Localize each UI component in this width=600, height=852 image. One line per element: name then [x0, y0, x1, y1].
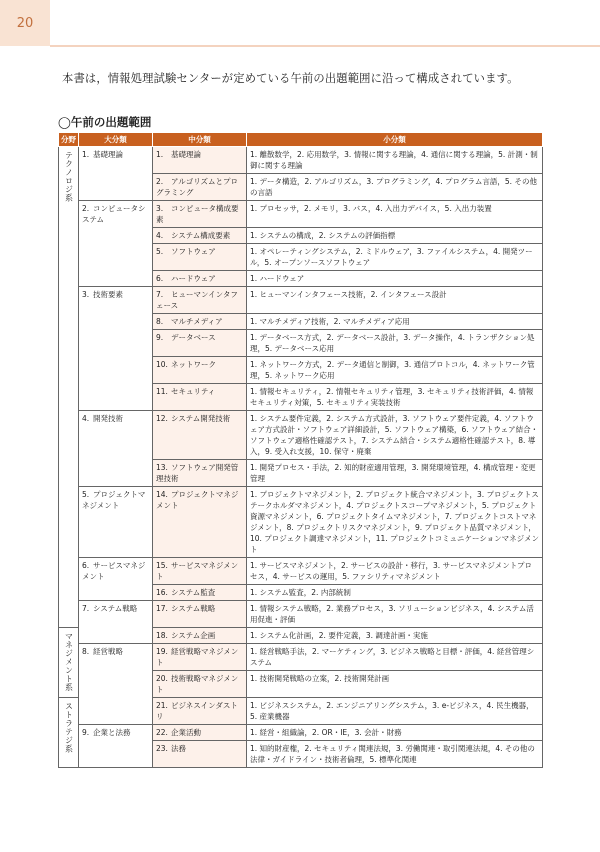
middle-category-cell — [153, 384, 247, 411]
major-category-cell — [79, 287, 153, 411]
middle-label: データベース — [171, 333, 216, 342]
field-label: ストラテジ系 — [64, 702, 74, 753]
major-number: 6. — [82, 561, 90, 570]
minor-category-cell: 1. 経営戦略手法，2. マーケティング，3. ビジネス戦略と目標・評価，4. 経営管理システム — [247, 644, 543, 671]
middle-number: 4. — [156, 231, 164, 240]
minor-category-cell: 1. 開発プロセス・手法，2. 知的財産適用管理，3. 開発環境管理，4. 構成管理・変更管理 — [247, 460, 543, 487]
middle-number: 6. — [156, 274, 164, 283]
middle-label: システム監査 — [171, 588, 216, 597]
middle-number: 20. — [156, 674, 168, 683]
middle-label: 法務 — [171, 744, 186, 753]
major-category-cell — [79, 487, 153, 558]
middle-label: アルゴリズムとプログラミング — [156, 177, 239, 197]
major-number: 4. — [82, 414, 90, 423]
table-row — [59, 601, 543, 628]
minor-category-cell: 1. データベース方式，2. データベース設計，3. データ操作，4. トランザクション処理，5. データベース応用 — [247, 330, 543, 357]
major-category-cell — [79, 644, 153, 725]
major-category-cell — [79, 201, 153, 287]
middle-number: 5. — [156, 247, 164, 256]
middle-category-cell — [153, 585, 247, 601]
middle-label: プロジェクトマネジメント — [156, 490, 239, 510]
table-row — [59, 558, 543, 585]
middle-label: セキュリティ — [171, 387, 216, 396]
middle-category-cell — [153, 487, 247, 558]
header-major: 大分類 — [79, 133, 153, 147]
table-body — [59, 147, 543, 768]
major-label: 技術要素 — [93, 290, 123, 299]
major-category-cell — [79, 411, 153, 487]
intro-text: 本書は，情報処理試験センターが定めている午前の出題範囲に沿って構成されています。 — [62, 72, 519, 85]
field-cell — [59, 147, 79, 628]
middle-label: ソフトウェア — [171, 247, 216, 256]
minor-category-cell: 1. システム化計画，2. 要件定義，3. 調達計画・実施 — [247, 628, 543, 644]
middle-label: 基礎理論 — [171, 150, 201, 159]
middle-label: ソフトウェア開発管理技術 — [156, 463, 239, 483]
major-label: 経営戦略 — [93, 647, 123, 656]
middle-number: 16. — [156, 588, 168, 597]
major-category-cell — [79, 725, 153, 768]
header-field: 分野 — [59, 133, 79, 147]
major-label: 企業と法務 — [93, 728, 131, 737]
field-label: マネジメント系 — [64, 632, 74, 692]
middle-number: 11. — [156, 387, 168, 396]
middle-label: マルチメディア — [171, 317, 223, 326]
middle-number: 12. — [156, 414, 168, 423]
middle-category-cell — [153, 628, 247, 644]
middle-label: コンピュータ構成要素 — [156, 204, 239, 224]
header-minor: 小分類 — [247, 133, 543, 147]
middle-number: 17. — [156, 604, 168, 613]
middle-number: 3. — [156, 204, 164, 213]
middle-label: ビジネスインダストリ — [156, 701, 238, 721]
minor-category-cell: 1. 経営・組織論，2. OR・IE，3. 会計・財務 — [247, 725, 543, 741]
middle-category-cell — [153, 228, 247, 244]
minor-category-cell: 1. プロセッサ，2. メモリ，3. バス，4. 入出力デバイス，5. 入出力装置 — [247, 201, 543, 228]
minor-category-cell: 1. ヒューマンインタフェース技術，2. インタフェース設計 — [247, 287, 543, 314]
table-header-row — [59, 133, 543, 147]
middle-category-cell — [153, 174, 247, 201]
field-label: テクノロジ系 — [64, 151, 74, 202]
major-number: 8. — [82, 647, 90, 656]
middle-category-cell — [153, 271, 247, 287]
middle-number: 21. — [156, 701, 168, 710]
minor-category-cell: 1. 情報セキュリティ，2. 情報セキュリティ管理，3. セキュリティ技術評価，4. 情報セキュリティ対策，5. セキュリティ実装技術 — [247, 384, 543, 411]
middle-number: 15. — [156, 561, 168, 570]
middle-number: 10. — [156, 360, 168, 369]
major-category-cell — [79, 558, 153, 601]
major-label: システム戦略 — [93, 604, 138, 613]
middle-label: システム構成要素 — [171, 231, 231, 240]
middle-label: ネットワーク — [171, 360, 216, 369]
major-category-cell — [79, 601, 153, 644]
major-label: プロジェクトマネジメント — [82, 490, 146, 510]
major-number: 7. — [82, 604, 90, 613]
middle-label: サービスマネジメント — [156, 561, 239, 581]
middle-category-cell — [153, 287, 247, 314]
middle-label: システム企画 — [171, 631, 216, 640]
table-row — [59, 147, 543, 174]
middle-number: 18. — [156, 631, 168, 640]
table-row — [59, 487, 543, 558]
header-middle: 中分類 — [153, 133, 247, 147]
middle-category-cell — [153, 460, 247, 487]
middle-category-cell — [153, 558, 247, 585]
middle-label: システム戦略 — [171, 604, 216, 613]
page-number: 20 — [0, 0, 50, 46]
major-category-cell — [79, 147, 153, 201]
middle-number: 23. — [156, 744, 168, 753]
middle-category-cell — [153, 147, 247, 174]
field-cell — [59, 628, 79, 698]
minor-category-cell: 1. システム監査，2. 内部統制 — [247, 585, 543, 601]
middle-number: 1. — [156, 150, 164, 159]
table-row — [59, 201, 543, 228]
middle-number: 7. — [156, 290, 164, 299]
middle-category-cell — [153, 698, 247, 725]
middle-label: ハードウェア — [171, 274, 216, 283]
minor-category-cell: 1. データ構造，2. アルゴリズム，3. プログラミング，4. プログラム言語，5. その他の言語 — [247, 174, 543, 201]
middle-category-cell — [153, 411, 247, 460]
middle-category-cell — [153, 741, 247, 768]
major-number: 3. — [82, 290, 90, 299]
section-title: ◯午前の出題範囲 — [58, 115, 152, 129]
middle-category-cell — [153, 601, 247, 628]
table-row — [59, 644, 543, 671]
middle-label: 経営戦略マネジメント — [156, 647, 239, 667]
minor-category-cell: 1. ビジネスシステム，2. エンジニアリングシステム，3. e-ビジネス，4. 民生機器，5. 産業機器 — [247, 698, 543, 725]
major-label: 基礎理論 — [93, 150, 123, 159]
minor-category-cell: 1. 離散数学，2. 応用数学，3. 情報に関する理論，4. 通信に関する理論，5. 計測・制御に関する理論 — [247, 147, 543, 174]
minor-category-cell: 1. マルチメディア技術，2. マルチメディア応用 — [247, 314, 543, 330]
major-label: コンピュータシステム — [82, 204, 146, 224]
minor-category-cell: 1. システムの構成，2. システムの評価指標 — [247, 228, 543, 244]
major-label: 開発技術 — [93, 414, 123, 423]
header-rule — [50, 45, 600, 47]
minor-category-cell: 1. オペレーティングシステム，2. ミドルウェア，3. ファイルシステム，4. 開発ツール，5. オープンソースソフトウェア — [247, 244, 543, 271]
middle-number: 13. — [156, 463, 168, 472]
minor-category-cell: 1. サービスマネジメント，2. サービスの設計・移行，3. サービスマネジメントプロセス，4. サービスの運用，5. ファシリティマネジメント — [247, 558, 543, 585]
middle-label: ヒューマンインタフェース — [156, 290, 238, 310]
major-number: 5. — [82, 490, 90, 499]
middle-number: 14. — [156, 490, 168, 499]
middle-category-cell — [153, 244, 247, 271]
major-number: 9. — [82, 728, 90, 737]
middle-number: 22. — [156, 728, 168, 737]
middle-category-cell — [153, 725, 247, 741]
major-number: 1. — [82, 150, 90, 159]
major-label: サービスマネジメント — [82, 561, 146, 581]
minor-category-cell: 1. ネットワーク方式，2. データ通信と制御，3. 通信プロトコル，4. ネットワーク管理，5. ネットワーク応用 — [247, 357, 543, 384]
table-row — [59, 411, 543, 460]
minor-category-cell: 1. 知的財産権，2. セキュリティ関連法規，3. 労働関連・取引関連法規，4. その他の法律・ガイドライン・技術者倫理，5. 標準化関連 — [247, 741, 543, 768]
minor-category-cell: 1. 情報システム戦略，2. 業務プロセス，3. ソリューションビジネス，4. システム活用促進・評価 — [247, 601, 543, 628]
table-row — [59, 287, 543, 314]
middle-category-cell — [153, 644, 247, 671]
middle-number: 2. — [156, 177, 164, 186]
minor-category-cell: 1. 技術開発戦略の立案，2. 技術開発計画 — [247, 671, 543, 698]
middle-label: 技術戦略マネジメント — [156, 674, 239, 694]
exam-scope-table — [58, 132, 543, 768]
minor-category-cell: 1. システム要件定義，2. システム方式設計，3. ソフトウェア要件定義，4. ソフトウェア方式設計・ソフトウェア詳細設計，5. ソフトウェア構築，6. ソフトウェア結合・ソフトウェア適格性確認テスト，7. システム結合・システム適格性確認テスト，8. 導入，9. 受入れ支援，10. 保守・廃棄 — [247, 411, 543, 460]
middle-category-cell — [153, 314, 247, 330]
middle-label: 企業活動 — [171, 728, 201, 737]
field-cell — [59, 698, 79, 768]
middle-category-cell — [153, 357, 247, 384]
table-row — [59, 725, 543, 741]
middle-number: 19. — [156, 647, 168, 656]
middle-category-cell — [153, 671, 247, 698]
minor-category-cell: 1. ハードウェア — [247, 271, 543, 287]
middle-number: 8. — [156, 317, 164, 326]
middle-number: 9. — [156, 333, 164, 342]
major-number: 2. — [82, 204, 90, 213]
middle-category-cell — [153, 201, 247, 228]
middle-category-cell — [153, 330, 247, 357]
minor-category-cell: 1. プロジェクトマネジメント，2. プロジェクト統合マネジメント，3. プロジェクトステークホルダマネジメント，4. プロジェクトスコープマネジメント，5. プロジェクト資源マネジメント，6. プロジェクトタイムマネジメント，7. プロジェクトコストマネジメント，8. プロジェクトリスクマネジメント，9. プロジェクト品質マネジメント，10. プロジェクト調達マネジメント，11. プロジェクトコミュニケーションマネジメント — [247, 487, 543, 558]
middle-label: システム開発技術 — [171, 414, 231, 423]
